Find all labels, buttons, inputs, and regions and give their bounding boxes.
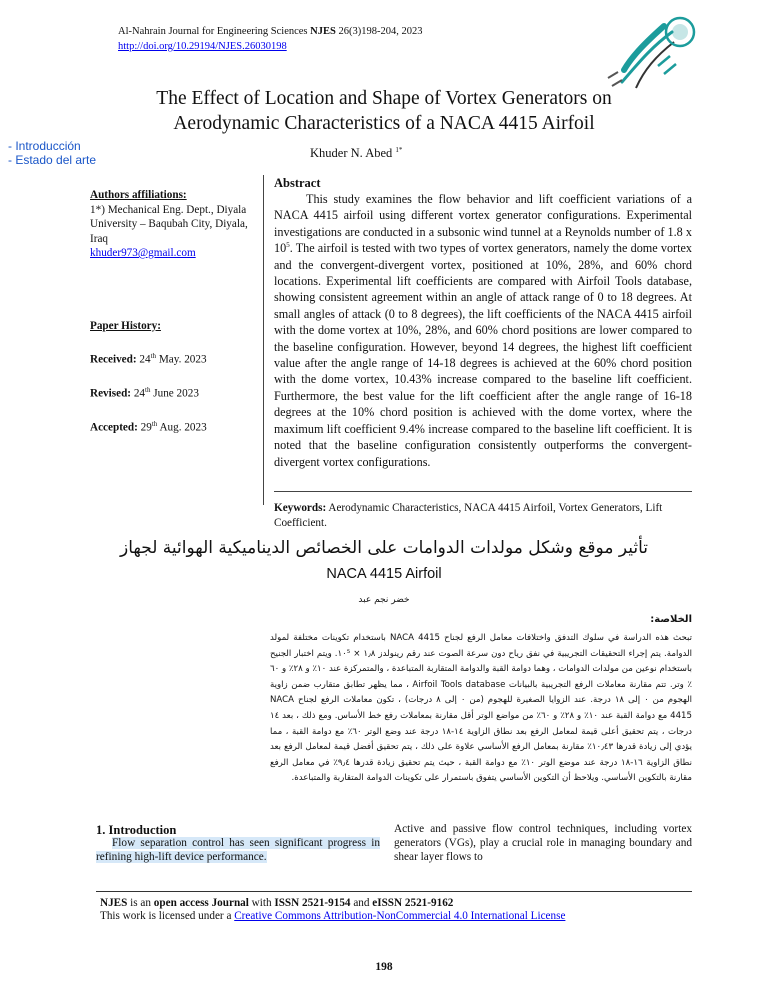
received-date: Received: 24th May. 2023: [90, 352, 207, 366]
arabic-abstract-heading: الخلاصة:: [650, 614, 692, 625]
abstract-heading: Abstract: [274, 176, 321, 190]
doi-link[interactable]: http://doi.org/10.29194/NJES.26030198: [118, 41, 287, 52]
table-of-contents: [8, 139, 96, 167]
sidebar-info: [90, 188, 250, 436]
keywords: Keywords: Aerodynamic Characteristics, NACA 4415 Airfoil, Vortex Generators, Lift Coefficient.: [274, 502, 663, 529]
column-divider: [263, 175, 264, 505]
arabic-title: تأثير موقع وشكل مولدات الدوامات على الخصائص الديناميكية الهوائية لجهاز: [120, 538, 648, 558]
footer-divider: [96, 891, 692, 892]
paper-title: The Effect of Location and Shape of Vortex Generators on Aerodynamic Characteristics of a NACA 4415 Airfoil: [156, 88, 612, 134]
history-heading: Paper History:: [90, 319, 161, 332]
page-number: 198: [375, 961, 393, 973]
toc-link-estado-del-arte[interactable]: - Estado del arte: [8, 153, 97, 167]
journal-citation: Al-Nahrain Journal for Engineering Sciences NJES 26(3)198-204, 2023: [118, 26, 423, 37]
revised-date: Revised: 24th June 2023: [90, 386, 199, 400]
introduction-text-left: Flow separation control has seen significant progress in refining high-lift device performance.: [96, 837, 380, 863]
author-name: Khuder N. Abed $^{1*}$: [310, 146, 403, 161]
abstract-text: This study examines the flow behavior and lift coefficient variations of a NACA 4415 airfoil using different vortex generator configurations. Experimental investigations are conducted in a subsonic wind tunnel at a Reynolds number of 1.8 x $10^5$. The airfoil is tested with two types of vortex generators, namely the dome vortex and the convergent-divergent vortex, positioned at 10%, 28%, and 60% chord locations. Experimental lift coefficients are compared with Airfoil Tools database, showing consistent agreement within an angle of attack range of 0 to 18 degrees. At small angles of attack (0 to 8 degrees), the lift coefficients of the NACA 4415 airfoil with the dome vortex at 10%, 28%, and 60% chord positions are lower compared to the baseline configuration. However, beyond 14 degrees, the highest lift coefficient value after the angle range of 14-18 degrees is achieved at the 60% chord position with the dome vortex, 10.43% increase compared to the baseline lift coefficient. Furthermore, the best value for the lift coefficient after the angle range of 16-18 degrees at the 10% chord position is achieved with the dome vortex, where the maximum lift coefficient 9.4% increase compared to the baseline lift coefficient. It is noted that the baseline configuration consistently outperforms the convergent-divergent vortex configurations.: [274, 192, 692, 469]
author-email-link[interactable]: khuder973@gmail.com: [90, 247, 196, 259]
footer-license-line: NJES is an open access Journal with ISSN 2521-9154 and eISSN 2521-9162: [100, 897, 454, 909]
introduction-text-right: Active and passive flow control techniques, including vortex generators (VGs), play a crucial role in managing boundary and shear layer flows to: [394, 823, 692, 863]
arabic-subtitle: NACA 4415 Airfoil: [326, 566, 442, 582]
abstract-divider: [274, 491, 692, 492]
affiliation-text: 1*) Mechanical Eng. Dept., Diyala University – Baqubah City, Diyala, Iraq: [90, 203, 248, 245]
toc-link-introduccion[interactable]: - Introducción: [8, 139, 81, 153]
arabic-author: خضر نجم عبد: [358, 595, 410, 605]
cc-license-link[interactable]: Creative Commons Attribution-NonCommercial 4.0 International License: [234, 910, 566, 922]
arabic-abstract-text: تبحث هذه الدراسة في سلوك التدفق واختلافات معامل الرفع لجناح NACA 4415 باستخدام تكوينات مختلفة لمولد الدوامة. يتم إجراء التحقيقات التجريبية في نفق رياح دون سرعة الصوت عند رقم رينولدز ١٫٨ × ١٠⁵. ويتم اختبار الجنيح باستخدام نوعين من مولدات الدوامات ، وهما دوامة القبة والدوامة المتقاربة المتباعدة ، والمتمركزة عند ١٠٪ و ٢٨٪ و ٦٠ ٪ وتر. تتم مقارنة معاملات الرفع التجريبية بالبيانات Airfoil Tools database ، مما يظهر تطابق متقارب ضمن زاوية الهجوم من ٠ إلى ١٨ درجة. عند الزوايا الصغيرة للهجوم (من ٠ إلى ٨ درجات) ، تكون معاملات الرفع لجناح NACA 4415 مع دوامة القبة عند ١٠٪ و ٢٨٪ و ٦٠٪ من مواضع الوتر أقل مقارنة بمعاملات رفع خط الأساس. ومع ذلك ، بعد ١٤ درجات ، يتم تحقيق أعلى قيمة لمعامل الرفع بعد نطاق الزاوية ١٤-١٨ درجة عند وضع الوتر ٦٠٪ مع دوامة القبة ، مما يؤدي إلى زيادة قدرها ١٠٫٤٣٪ مقارنة بمعامل الرفع الأساسي علاوة على ذلك ، يتم تحقيق أفضل قيمة لمعامل الرفع بعد نطاق الزاوية ١٦-١٨ درجة عند موضع الوتر ١٠٪ مع دوامة القبة ، حيث يتم تحقيق زيادة قدرها ٩٫٤٪ في معامل الرفع مقارنة بالتكوين الأساسي. ويلاحظ أن التكوين الأساسي يتفوق باستمرار على تكوينات الدوامة المتقاربة والمتباعدة.: [270, 633, 693, 784]
introduction-heading: 1. Introduction: [96, 823, 177, 837]
affiliations-heading: Authors affiliations:: [90, 189, 187, 201]
journal-logo: [602, 8, 704, 94]
accepted-date: Accepted: 29th Aug. 2023: [90, 420, 207, 435]
footer-cc-line: This work is licensed under a Creative Commons Attribution-NonCommercial 4.0 International License: [100, 910, 566, 922]
